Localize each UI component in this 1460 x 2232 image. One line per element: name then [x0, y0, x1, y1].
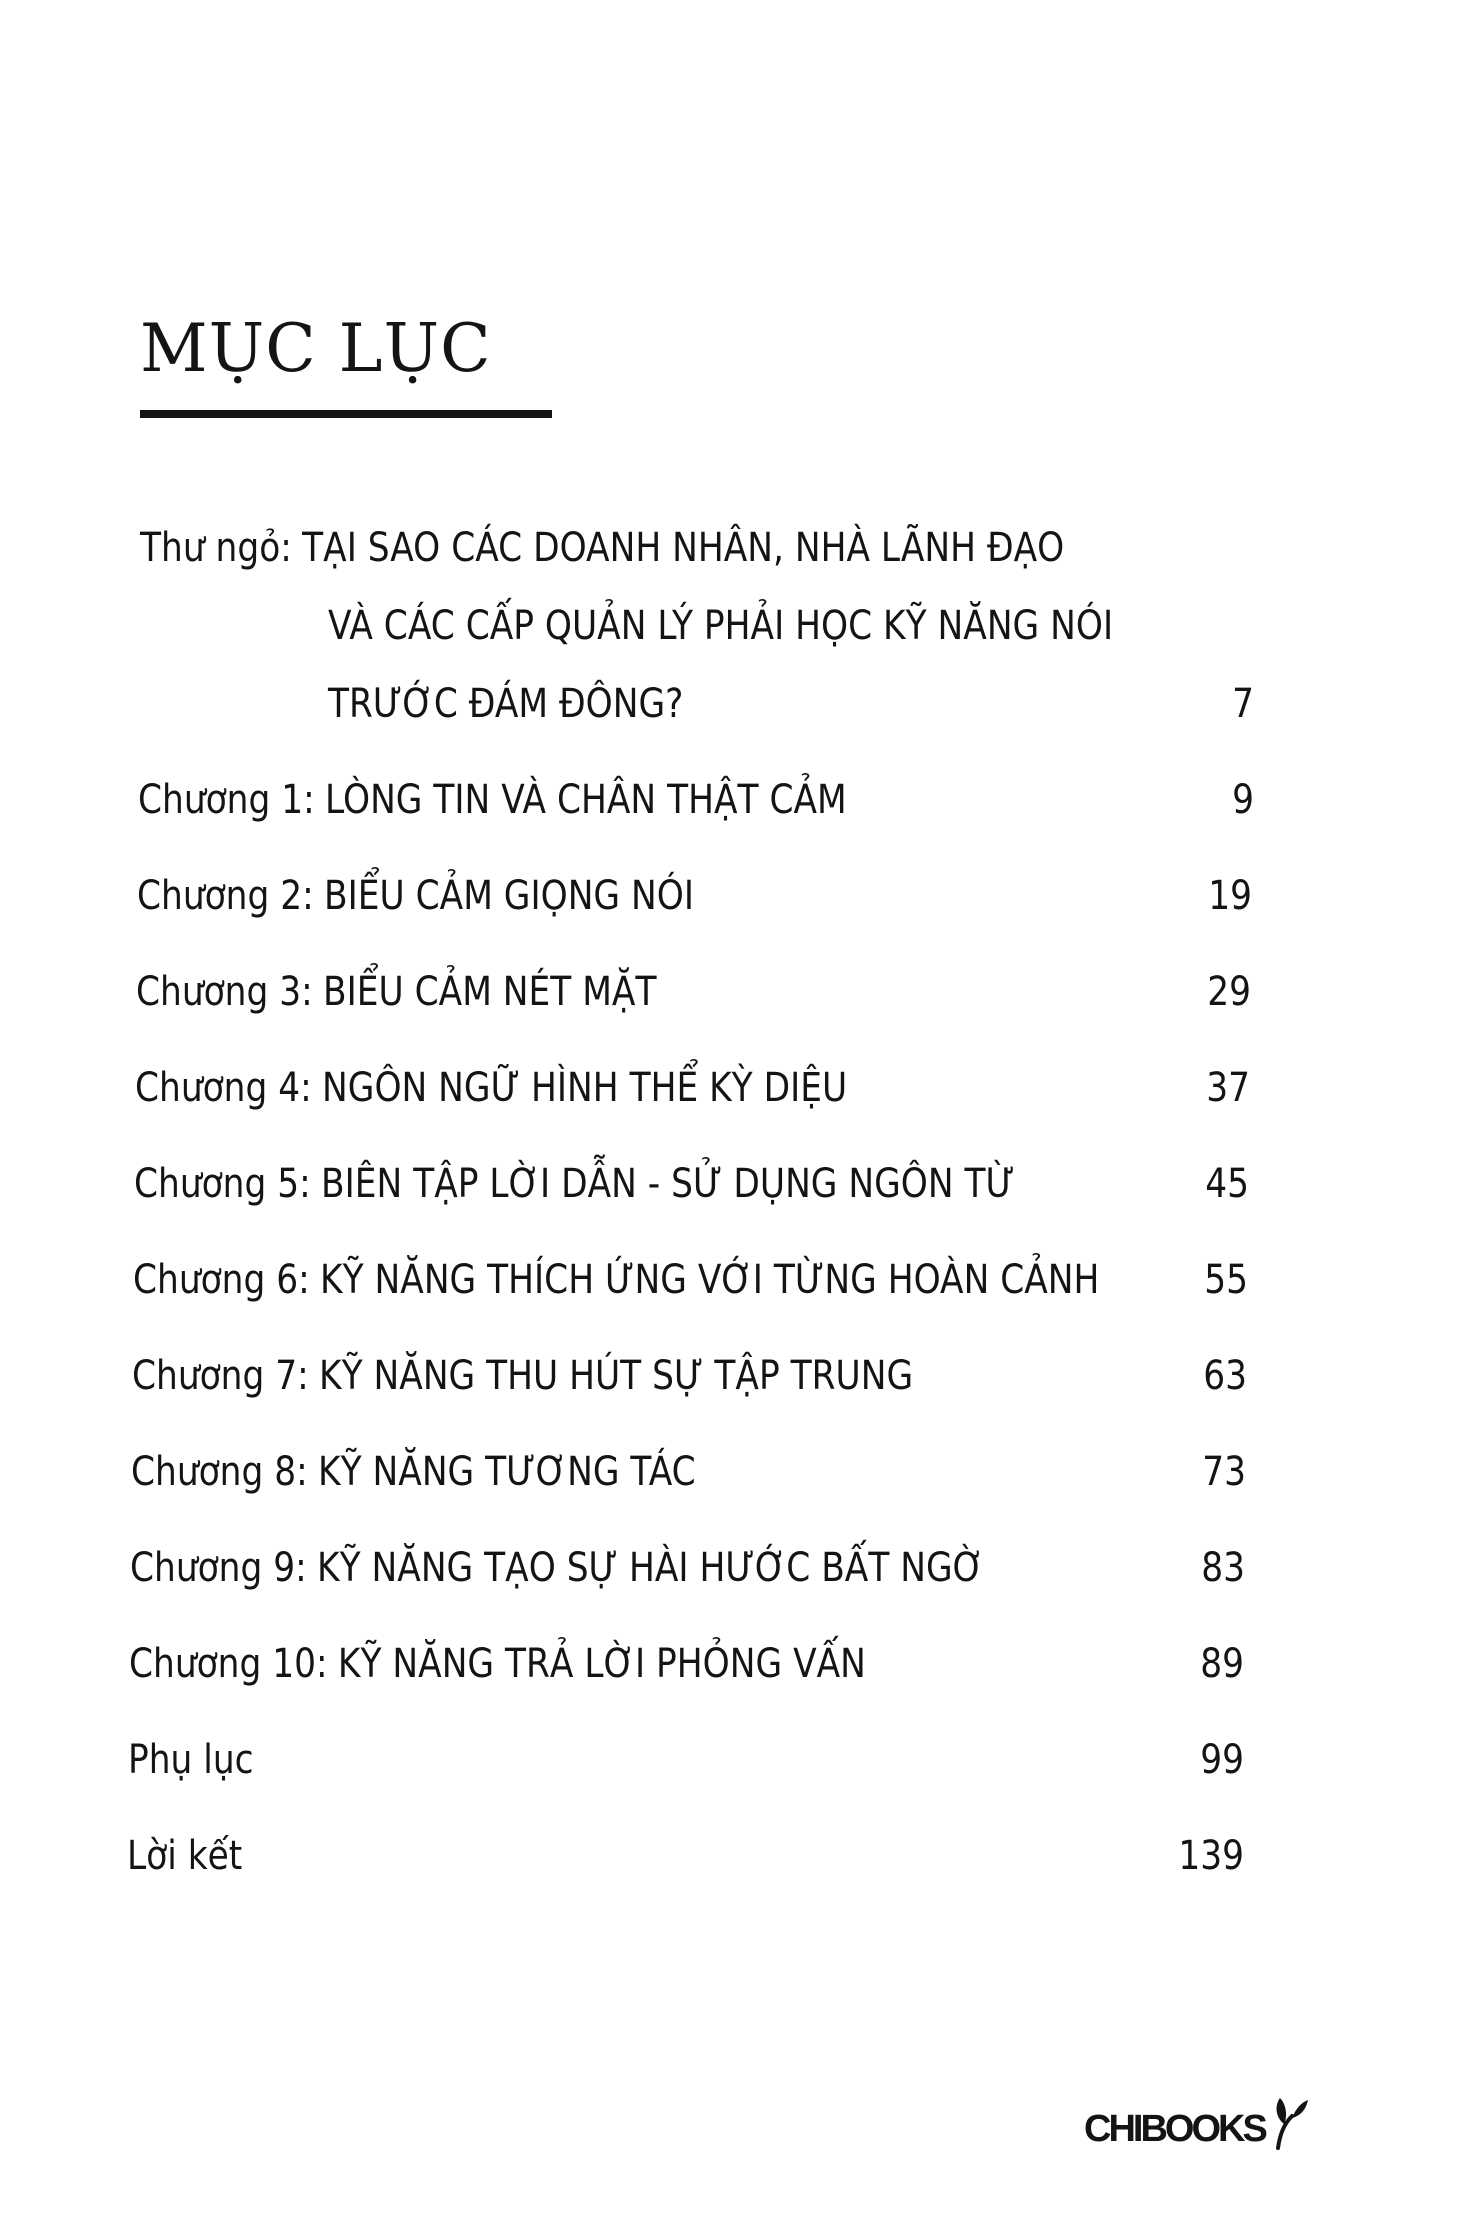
toc-entry-text: KỸ NĂNG TƯƠNG TÁC	[318, 1449, 696, 1495]
toc-entry-text: BIÊN TẬP LỜI DẪN - SỬ DỤNG NGÔN TỪ	[321, 1161, 1016, 1207]
toc-entry-page: 55	[1204, 1257, 1248, 1303]
toc-entry-page: 63	[1203, 1353, 1247, 1399]
toc-entry-chapter-3	[136, 969, 657, 1015]
toc-entry-page: 73	[1202, 1449, 1246, 1495]
toc-entry-text: KỸ NĂNG TẠO SỰ HÀI HƯỚC BẤT NGỜ	[317, 1545, 985, 1591]
toc-entry-text: BIỂU CẢM GIỌNG NÓI	[324, 873, 694, 919]
toc-entry-conclusion	[127, 1833, 243, 1879]
toc-entry-text: NGÔN NGỮ HÌNH THỂ KỲ DIỆU	[322, 1065, 848, 1111]
toc-entry-page: 9	[1232, 777, 1254, 823]
toc-entry-page: 83	[1201, 1545, 1245, 1591]
toc-entry-prefix: Chương 1:	[138, 777, 315, 823]
toc-entry-chapter-5	[134, 1161, 1016, 1207]
toc-entry-page: 19	[1208, 873, 1252, 919]
toc-entry-text-line-3: TRƯỚC ĐÁM ĐÔNG?	[328, 681, 684, 727]
toc-entry-preface	[140, 525, 1065, 571]
toc-entry-prefix: Chương 7:	[132, 1353, 309, 1399]
toc-entry-chapter-6	[133, 1257, 1100, 1303]
toc-entry-page: 45	[1205, 1161, 1249, 1207]
toc-entry-prefix: Chương 8:	[131, 1449, 308, 1495]
toc-entry-chapter-8	[131, 1449, 696, 1495]
toc-entry-prefix: Thư ngỏ:	[140, 525, 292, 571]
toc-entry-text-line-2: VÀ CÁC CẤP QUẢN LÝ PHẢI HỌC KỸ NĂNG NÓI	[328, 603, 1114, 649]
toc-entry-page: 89	[1200, 1641, 1244, 1687]
toc-entry-prefix: Chương 6:	[133, 1257, 310, 1303]
toc-entry-page: 139	[1178, 1833, 1244, 1879]
toc-entry-prefix: Phụ lục	[128, 1737, 254, 1783]
toc-entry-text: BIỂU CẢM NÉT MẶT	[323, 969, 657, 1015]
toc-entry-chapter-4	[135, 1065, 848, 1111]
leaf-icon	[1270, 2094, 1310, 2150]
toc-entry-chapter-10	[129, 1641, 866, 1687]
toc-entry-chapter-1	[138, 777, 847, 823]
page-title: MỤC LỤC	[140, 310, 492, 387]
toc-entry-text: KỸ NĂNG TRẢ LỜI PHỎNG VẤN	[337, 1641, 866, 1687]
toc-entry-text: TẠI SAO CÁC DOANH NHÂN, NHÀ LÃNH ĐẠO	[302, 525, 1065, 571]
publisher-logo	[1084, 2110, 1265, 2148]
title-underline	[140, 410, 552, 418]
toc-entry-chapter-9	[130, 1545, 985, 1591]
toc-entry-prefix: Lời kết	[127, 1833, 243, 1879]
toc-entry-text: KỸ NĂNG THÍCH ỨNG VỚI TỪNG HOÀN CẢNH	[320, 1257, 1100, 1303]
toc-entry-page: 29	[1207, 969, 1251, 1015]
publisher-logo-text: CHIBOOKS	[1084, 2108, 1265, 2150]
toc-entry-prefix: Chương 9:	[130, 1545, 307, 1591]
toc-entry-prefix: Chương 5:	[134, 1161, 311, 1207]
toc-entry-page: 99	[1200, 1737, 1244, 1783]
toc-entry-text: LÒNG TIN VÀ CHÂN THẬT CẢM	[325, 777, 847, 823]
toc-entry-chapter-7	[132, 1353, 914, 1399]
toc-entry-prefix: Chương 10:	[129, 1641, 328, 1687]
toc-entry-chapter-2	[137, 873, 694, 919]
toc-entry-page: 37	[1206, 1065, 1250, 1111]
toc-entry-appendix	[128, 1737, 254, 1783]
toc-entry-prefix: Chương 3:	[136, 969, 313, 1015]
toc-entry-text: KỸ NĂNG THU HÚT SỰ TẬP TRUNG	[319, 1353, 914, 1399]
toc-entry-prefix: Chương 4:	[135, 1065, 312, 1111]
toc-entry-page: 7	[1232, 681, 1254, 727]
toc-entry-prefix: Chương 2:	[137, 873, 314, 919]
